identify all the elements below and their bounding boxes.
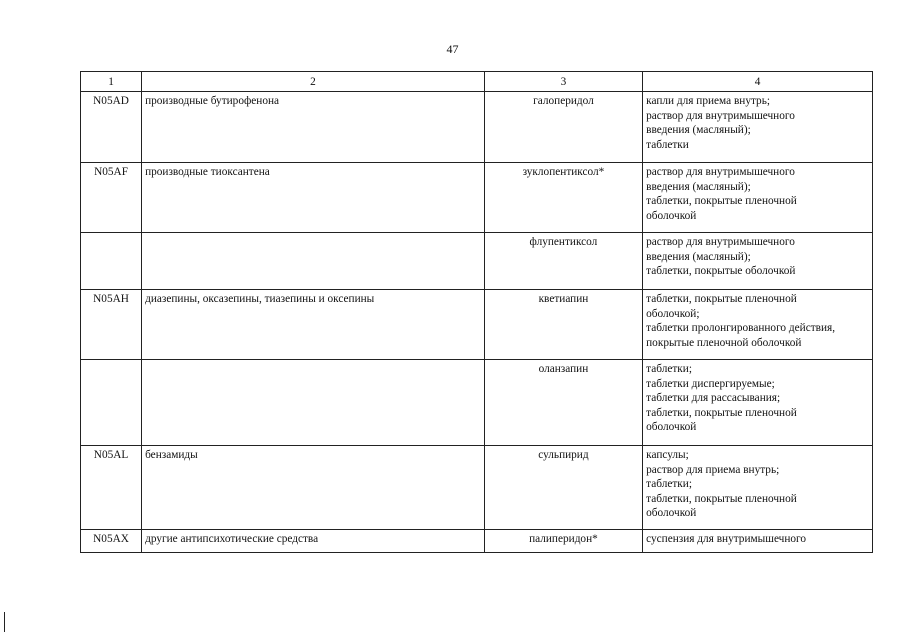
pharmacological-group-cell [142,233,485,290]
table-row [81,290,873,360]
dosage-form-line: раствор для приема внутрь; [646,463,780,476]
dosage-form-line: раствор для внутримышечного [646,109,795,122]
dosage-form-line: таблетки, покрытые пленочной [646,406,797,419]
table-row [81,530,873,553]
dosage-form-line: оболочкой; [646,307,700,320]
table-body [81,92,873,553]
pharmacological-group-cell: другие антипсихотические средства [142,530,485,553]
atc-code-cell: N05AD [81,92,142,163]
pharmacological-group-cell: производные тиоксантена [142,163,485,233]
pharmacological-group-cell: диазепины, оксазепины, тиазепины и оксепины [142,290,485,360]
drug-name-cell: оланзапин [484,360,642,446]
pharmacological-group-cell [142,360,485,446]
dosage-form-line: раствор для внутримышечного [646,166,795,179]
atc-code-cell: N05AX [81,530,142,553]
dosage-form-cell [643,446,873,530]
dosage-form-line: суспензия для внутримышечного [646,533,807,546]
dosage-form-line: таблетки, покрытые пленочной [646,195,797,208]
header-cell-group: 2 [142,72,485,92]
table-row [81,233,873,290]
dosage-form-cell [643,290,873,360]
dosage-form-line: таблетки для рассасывания; [646,392,781,405]
header-cell-form: 4 [643,72,873,92]
dosage-form-line: таблетки; [646,363,692,376]
atc-code-cell: N05AL [81,446,142,530]
atc-code-cell [81,360,142,446]
drug-name-cell: флупентиксол [484,233,642,290]
header-cell-code: 1 [81,72,142,92]
header-cell-drug: 3 [484,72,642,92]
drug-name-cell: кветиапин [484,290,642,360]
pharmacological-group-cell: производные бутирофенона [142,92,485,163]
dosage-form-line: введения (масляный); [646,180,751,193]
page-number: 47 [446,42,459,56]
dosage-form-cell [643,163,873,233]
atc-code-cell [81,233,142,290]
dosage-form-cell [643,530,873,553]
dosage-form-cell [643,233,873,290]
table-row [81,92,873,163]
dosage-form-line: введения (масляный); [646,250,751,263]
dosage-form-line: капли для приема внутрь; [646,95,770,108]
dosage-form-line: таблетки; [646,478,692,491]
drug-name-cell: сульпирид [484,446,642,530]
dosage-form-line: оболочкой [646,507,697,520]
dosage-form-line: раствор для внутримышечного [646,236,795,249]
dosage-form-line: капсулы; [646,449,689,462]
table-row [81,446,873,530]
dosage-form-line: оболочкой [646,421,697,434]
dosage-form-cell [643,92,873,163]
dosage-form-line: таблетки пролонгированного действия, [646,322,836,335]
atc-code-cell: N05AH [81,290,142,360]
dosage-form-line: таблетки [646,138,689,151]
dosage-form-line: таблетки, покрытые оболочкой [646,265,796,278]
margin-mark [4,612,5,632]
table-row [81,163,873,233]
drug-name-cell: зуклопентиксол* [484,163,642,233]
dosage-form-line: введения (масляный); [646,124,751,137]
atc-code-cell: N05AF [81,163,142,233]
drug-table [80,71,873,553]
dosage-form-cell [643,360,873,446]
dosage-form-line: таблетки, покрытые пленочной [646,293,797,306]
pharmacological-group-cell: бензамиды [142,446,485,530]
dosage-form-line: оболочкой [646,209,697,222]
drug-name-cell: палиперидон* [484,530,642,553]
dosage-form-line: покрытые пленочной оболочкой [646,336,802,349]
dosage-form-line: таблетки, покрытые пленочной [646,492,797,505]
drug-name-cell: галоперидол [484,92,642,163]
dosage-form-line: таблетки диспергируемые; [646,377,775,390]
table-row [81,360,873,446]
header-row [81,72,873,92]
